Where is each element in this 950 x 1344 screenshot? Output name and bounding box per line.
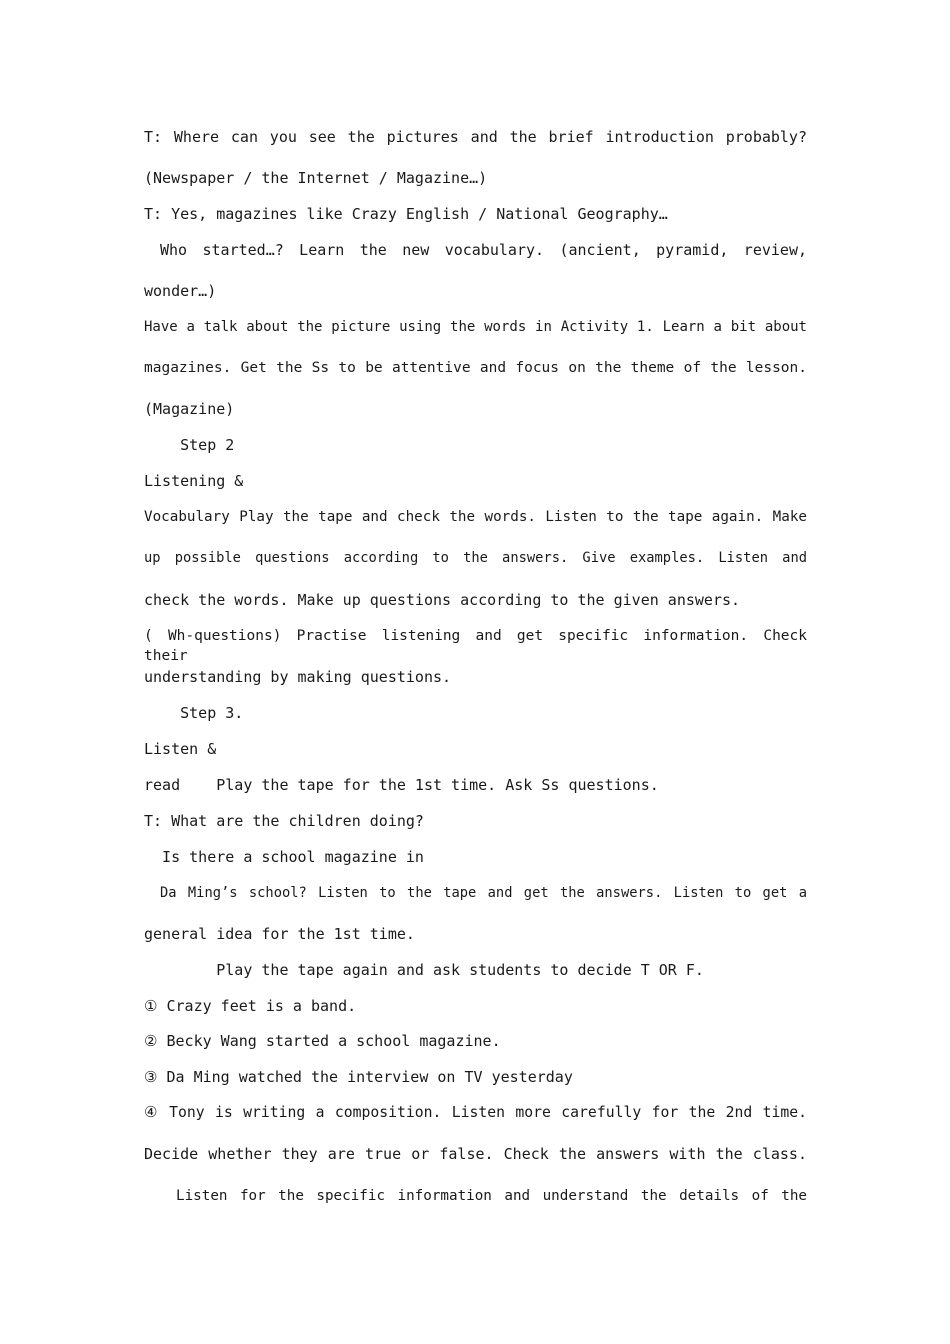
text-line: understanding by making questions. — [144, 668, 452, 686]
text-line: up possible questions according to the answers. Give examples. Listen and — [144, 550, 807, 566]
text-line: Decide whether they are true or false. Check the answers with the class. — [144, 1145, 807, 1163]
text-line: Is there a school magazine in — [144, 848, 424, 866]
text-line: Who started…? Learn the new vocabulary. (ancient, pyramid, review, — [160, 241, 807, 259]
text-line: ( Wh-questions) Practise listening and get specific information. Check their — [144, 628, 807, 664]
text-line: T: What are the children doing? — [144, 812, 424, 830]
text-line: Vocabulary Play the tape and check the words. Listen to the tape again. Make — [144, 509, 807, 525]
text-line: Listen for the specific information and understand the details of the — [176, 1188, 807, 1204]
text-line: Play the tape again and ask students to decide T OR F. — [144, 961, 704, 979]
list-item: ④ Tony is writing a composition. Listen more carefully for the 2nd time. — [144, 1104, 807, 1121]
text-line: magazines. Get the Ss to be attentive and focus on the theme of the lesson. — [144, 360, 807, 376]
step-heading: Step 3. — [144, 704, 244, 722]
text-line: read Play the tape for the 1st time. Ask Ss questions. — [144, 776, 659, 794]
text-line: general idea for the 1st time. — [144, 925, 415, 943]
text-line: (Newspaper / the Internet / Magazine…) — [144, 169, 488, 187]
text-line: (Magazine) — [144, 400, 235, 418]
list-item: ③ Da Ming watched the interview on TV yesterday — [144, 1068, 573, 1086]
text-line: T: Yes, magazines like Crazy English / National Geography… — [144, 205, 668, 223]
text-line: wonder…) — [144, 282, 217, 300]
text-line: T: Where can you see the pictures and the brief introduction probably? — [144, 128, 807, 146]
text-line: check the words. Make up questions according to the given answers. — [144, 591, 741, 609]
text-line: Da Ming’s school? Listen to the tape and get the answers. Listen to get a — [160, 885, 807, 901]
step-heading: Step 2 — [144, 436, 235, 454]
text-line: Have a talk about the picture using the words in Activity 1. Learn a bit about — [144, 319, 807, 335]
text-line: Listen & — [144, 740, 217, 758]
text-line: Listening & — [144, 472, 244, 490]
list-item: ② Becky Wang started a school magazine. — [144, 1032, 501, 1050]
list-item: ① Crazy feet is a band. — [144, 997, 357, 1015]
